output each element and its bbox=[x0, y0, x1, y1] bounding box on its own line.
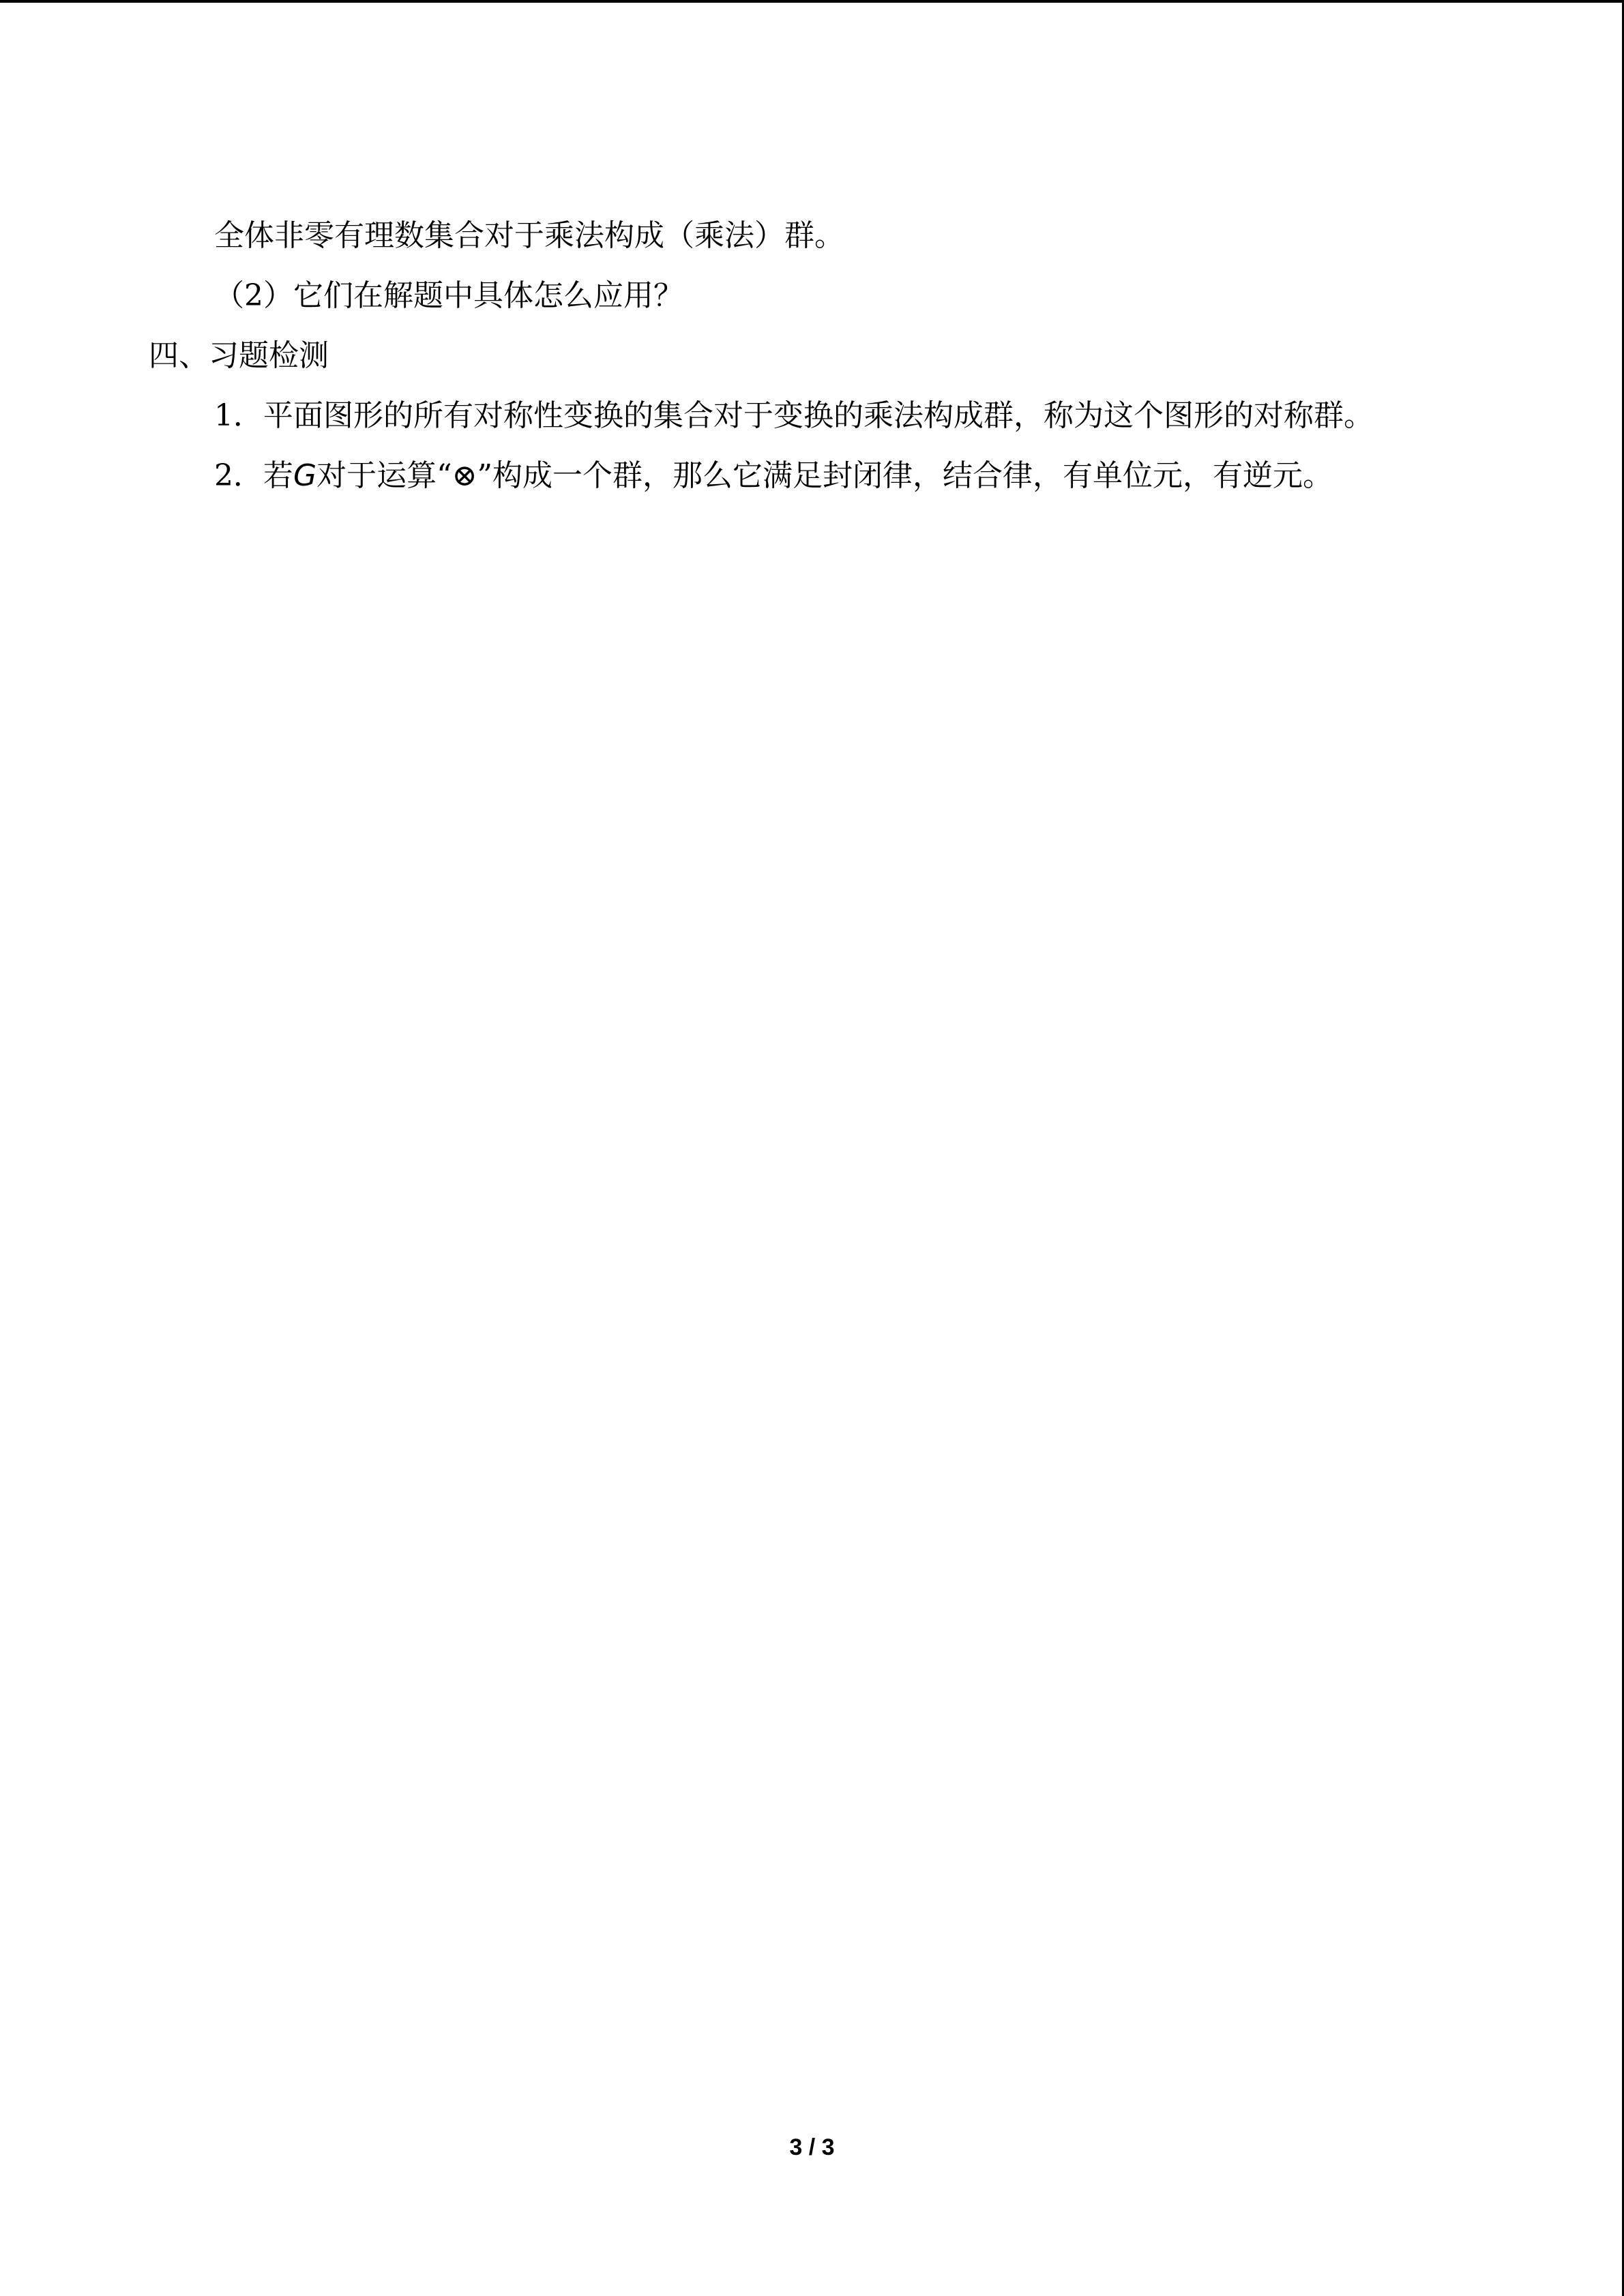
section-heading-exercises: 四、习题检测 bbox=[149, 338, 329, 373]
exercise-item-2 bbox=[214, 456, 1333, 496]
exercise-text: 平面图形的所有对称性变换的集合对于变换的乘法构成群，称为这个图形的对称群。 bbox=[263, 398, 1374, 433]
paragraph-nonzero-rationals-group: 全体非零有理数集合对于乘法构成（乘法）群。 bbox=[214, 218, 844, 253]
page-number: 3 / 3 bbox=[789, 2134, 835, 2160]
exercise-text-suffix: 对于运算“⊗”构成一个群，那么它满足封闭律，结合律，有单位元，有逆元。 bbox=[316, 458, 1333, 493]
exercise-number: 1． bbox=[214, 398, 263, 433]
paragraph-application-question: （2）它们在解题中具体怎么应用？ bbox=[214, 278, 683, 313]
math-symbol-g: G bbox=[293, 458, 317, 493]
exercise-item-1 bbox=[214, 396, 1374, 436]
exercise-text-prefix: 若 bbox=[263, 458, 293, 493]
exercise-number: 2． bbox=[214, 458, 263, 493]
